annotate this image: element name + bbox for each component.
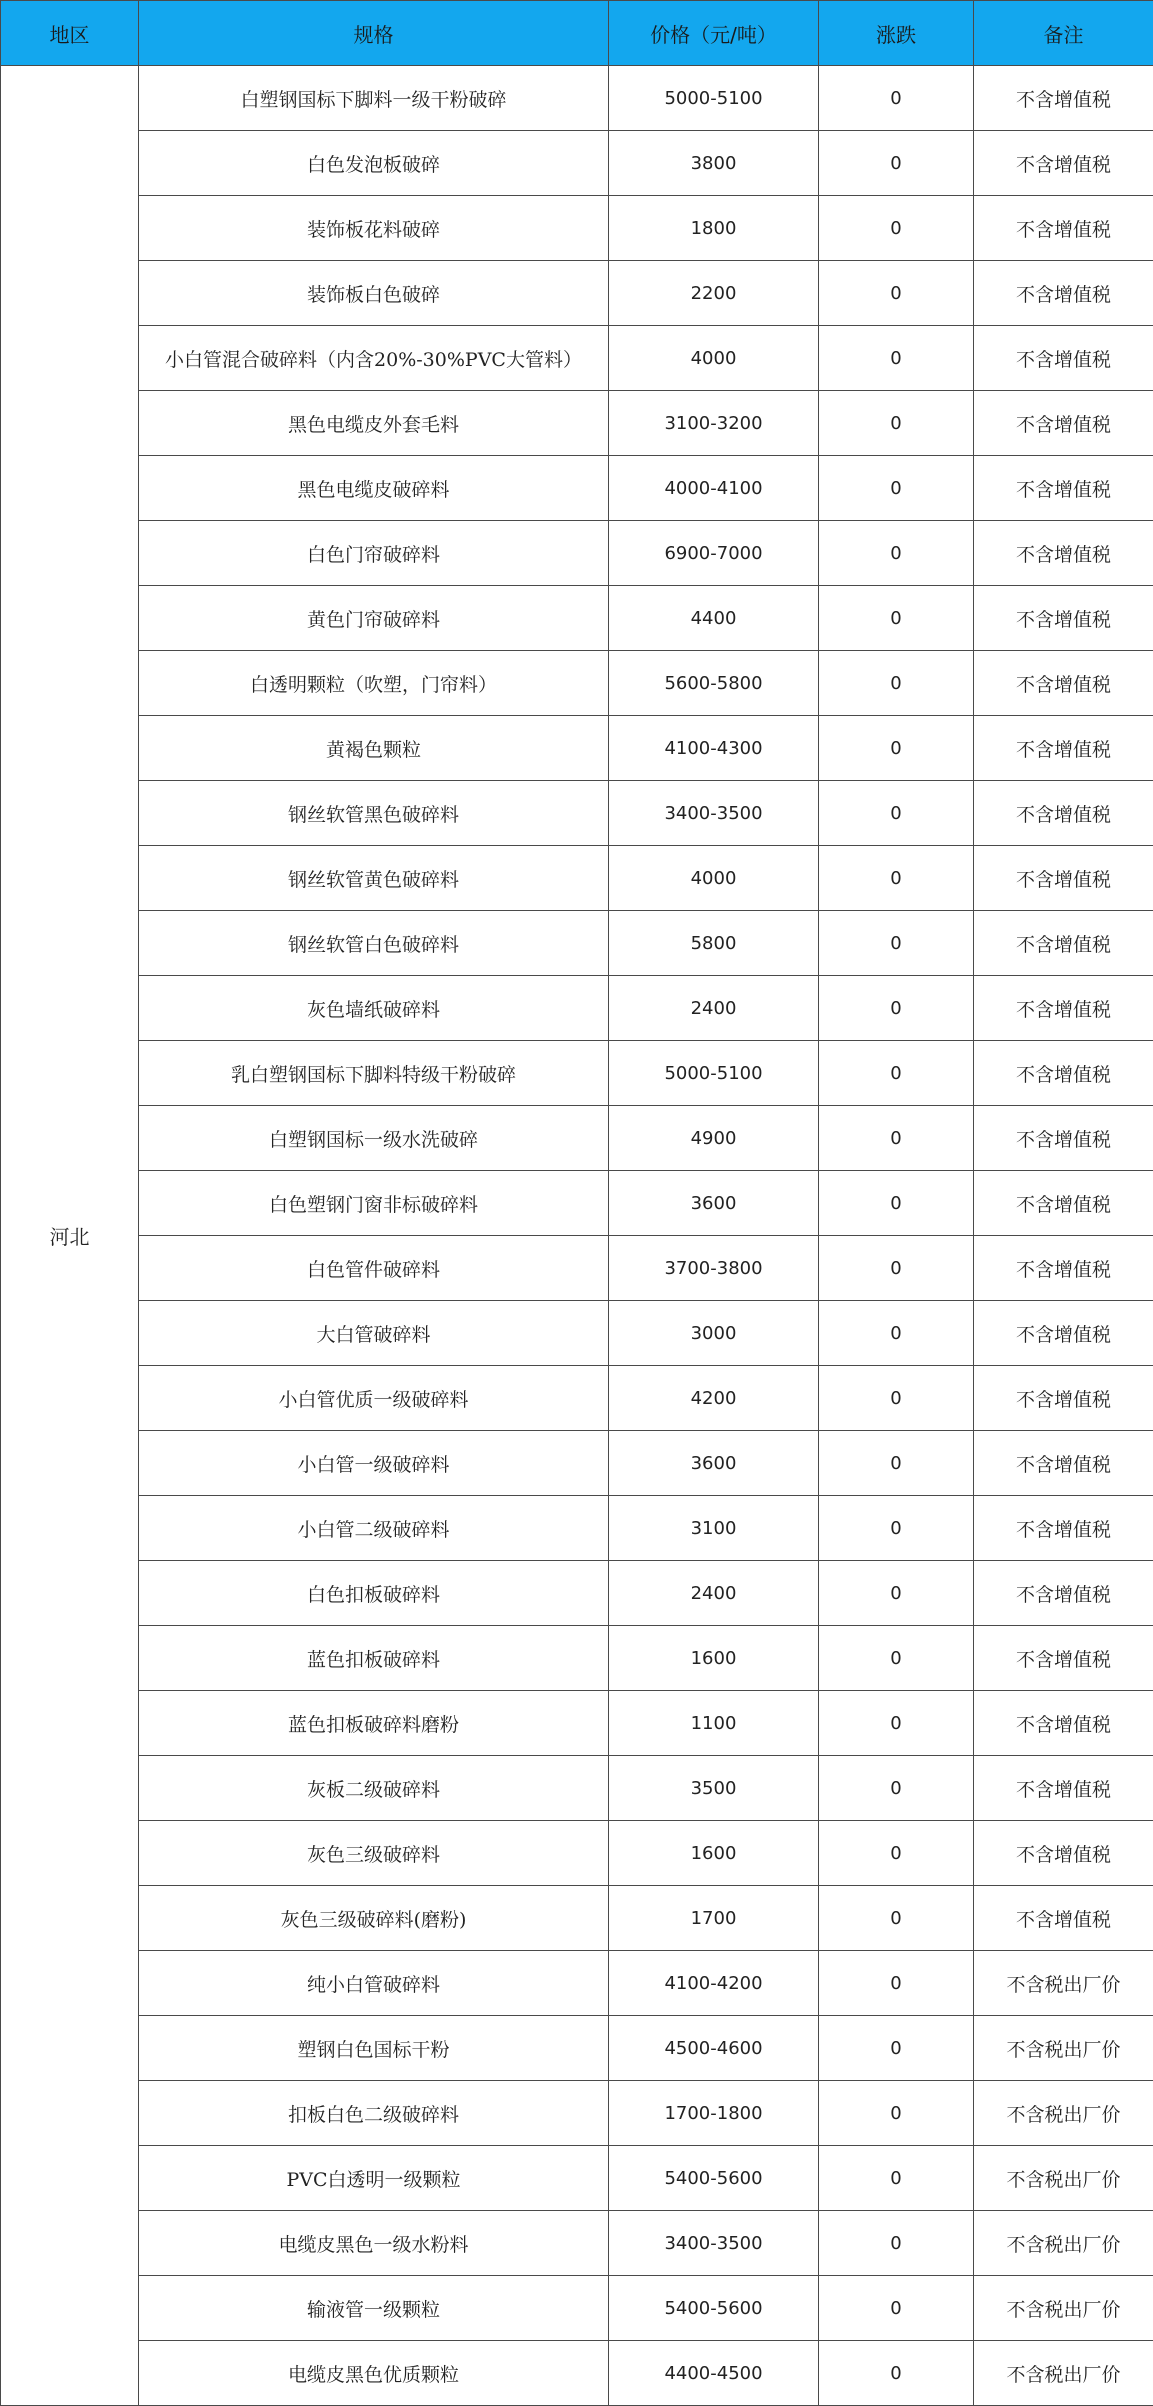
price-cell: 5400-5600 [609,2276,819,2341]
spec-cell: 白塑钢国标下脚料一级干粉破碎 [139,66,609,131]
spec-cell: 白色发泡板破碎 [139,131,609,196]
table-row [1,521,1153,586]
change-cell: 0 [819,2211,974,2276]
note-cell: 不含增值税 [974,456,1153,521]
table-row [1,1496,1153,1561]
table-row [1,1236,1153,1301]
table-row [1,1366,1153,1431]
change-cell: 0 [819,1236,974,1301]
note-cell: 不含税出厂价 [974,2016,1153,2081]
price-cell: 3600 [609,1431,819,1496]
price-cell: 3100 [609,1496,819,1561]
spec-cell: 白色管件破碎料 [139,1236,609,1301]
table-row [1,1951,1153,2016]
note-cell: 不含增值税 [974,66,1153,131]
spec-cell: 扣板白色二级破碎料 [139,2081,609,2146]
table-row [1,846,1153,911]
spec-cell: 大白管破碎料 [139,1301,609,1366]
note-cell: 不含增值税 [974,1236,1153,1301]
change-cell: 0 [819,1301,974,1366]
note-cell: 不含税出厂价 [974,2146,1153,2211]
change-cell: 0 [819,131,974,196]
spec-cell: 白色塑钢门窗非标破碎料 [139,1171,609,1236]
price-cell: 4200 [609,1366,819,1431]
price-cell: 4900 [609,1106,819,1171]
note-cell: 不含增值税 [974,1886,1153,1951]
note-cell: 不含增值税 [974,1431,1153,1496]
change-cell: 0 [819,781,974,846]
header-row [1,1,1153,66]
header-price: 价格（元/吨） [609,1,819,66]
table-row [1,1106,1153,1171]
spec-cell: 灰板二级破碎料 [139,1756,609,1821]
price-cell: 3000 [609,1301,819,1366]
note-cell: 不含增值税 [974,1496,1153,1561]
note-cell: 不含增值税 [974,131,1153,196]
table-row [1,1886,1153,1951]
spec-cell: 小白管一级破碎料 [139,1431,609,1496]
price-cell: 1700-1800 [609,2081,819,2146]
change-cell: 0 [819,2276,974,2341]
change-cell: 0 [819,391,974,456]
change-cell: 0 [819,586,974,651]
table-row [1,1821,1153,1886]
spec-cell: 输液管一级颗粒 [139,2276,609,2341]
table-row [1,2081,1153,2146]
spec-cell: 塑钢白色国标干粉 [139,2016,609,2081]
spec-cell: 白色扣板破碎料 [139,1561,609,1626]
change-cell: 0 [819,846,974,911]
header-note: 备注 [974,1,1153,66]
note-cell: 不含增值税 [974,1301,1153,1366]
change-cell: 0 [819,2146,974,2211]
spec-cell: 白塑钢国标一级水洗破碎 [139,1106,609,1171]
spec-cell: 蓝色扣板破碎料磨粉 [139,1691,609,1756]
change-cell: 0 [819,651,974,716]
table-row [1,1431,1153,1496]
price-cell: 2400 [609,976,819,1041]
change-cell: 0 [819,1626,974,1691]
spec-cell: 乳白塑钢国标下脚料特级干粉破碎 [139,1041,609,1106]
change-cell: 0 [819,326,974,391]
price-cell: 3600 [609,1171,819,1236]
spec-cell: 白透明颗粒（吹塑，门帘料） [139,651,609,716]
spec-cell: 钢丝软管白色破碎料 [139,911,609,976]
table-row [1,1691,1153,1756]
price-cell: 3700-3800 [609,1236,819,1301]
spec-cell: 装饰板白色破碎 [139,261,609,326]
note-cell: 不含税出厂价 [974,2211,1153,2276]
note-cell: 不含增值税 [974,976,1153,1041]
change-cell: 0 [819,716,974,781]
table-body [1,66,1153,2406]
note-cell: 不含增值税 [974,391,1153,456]
change-cell: 0 [819,2341,974,2406]
note-cell: 不含增值税 [974,521,1153,586]
spec-cell: 电缆皮黑色一级水粉料 [139,2211,609,2276]
price-cell: 1600 [609,1626,819,1691]
change-cell: 0 [819,1041,974,1106]
note-cell: 不含增值税 [974,1626,1153,1691]
note-cell: 不含税出厂价 [974,1951,1153,2016]
price-cell: 1700 [609,1886,819,1951]
price-cell: 4000 [609,326,819,391]
spec-cell: PVC白透明一级颗粒 [139,2146,609,2211]
change-cell: 0 [819,66,974,131]
table-row [1,2211,1153,2276]
change-cell: 0 [819,1886,974,1951]
change-cell: 0 [819,1366,974,1431]
spec-cell: 装饰板花料破碎 [139,196,609,261]
table-row [1,716,1153,781]
spec-cell: 小白管优质一级破碎料 [139,1366,609,1431]
note-cell: 不含增值税 [974,261,1153,326]
note-cell: 不含增值税 [974,1171,1153,1236]
change-cell: 0 [819,261,974,326]
spec-cell: 钢丝软管黄色破碎料 [139,846,609,911]
spec-cell: 钢丝软管黑色破碎料 [139,781,609,846]
price-cell: 3400-3500 [609,781,819,846]
price-cell: 4100-4200 [609,1951,819,2016]
note-cell: 不含增值税 [974,1756,1153,1821]
note-cell: 不含增值税 [974,1366,1153,1431]
spec-cell: 黄褐色颗粒 [139,716,609,781]
table-row [1,261,1153,326]
table-row [1,2276,1153,2341]
price-cell: 5400-5600 [609,2146,819,2211]
change-cell: 0 [819,521,974,586]
table-row [1,586,1153,651]
price-cell: 4100-4300 [609,716,819,781]
note-cell: 不含税出厂价 [974,2341,1153,2406]
price-cell: 2400 [609,1561,819,1626]
table-row [1,1171,1153,1236]
change-cell: 0 [819,911,974,976]
price-cell: 2200 [609,261,819,326]
spec-cell: 小白管二级破碎料 [139,1496,609,1561]
spec-cell: 灰色墙纸破碎料 [139,976,609,1041]
spec-cell: 白色门帘破碎料 [139,521,609,586]
price-cell: 3400-3500 [609,2211,819,2276]
change-cell: 0 [819,196,974,261]
price-cell: 1800 [609,196,819,261]
note-cell: 不含增值税 [974,846,1153,911]
price-cell: 4000 [609,846,819,911]
price-cell: 5000-5100 [609,1041,819,1106]
table-row [1,2341,1153,2406]
note-cell: 不含增值税 [974,1821,1153,1886]
price-cell: 3100-3200 [609,391,819,456]
price-cell: 3800 [609,131,819,196]
header-region: 地区 [1,1,139,66]
price-cell: 1600 [609,1821,819,1886]
table-row [1,1041,1153,1106]
table-row [1,2016,1153,2081]
change-cell: 0 [819,1821,974,1886]
note-cell: 不含增值税 [974,1561,1153,1626]
price-cell: 4400 [609,586,819,651]
table-row [1,781,1153,846]
header-change: 涨跌 [819,1,974,66]
note-cell: 不含税出厂价 [974,2081,1153,2146]
price-cell: 5000-5100 [609,66,819,131]
spec-cell: 纯小白管破碎料 [139,1951,609,2016]
change-cell: 0 [819,456,974,521]
note-cell: 不含增值税 [974,326,1153,391]
change-cell: 0 [819,1106,974,1171]
table-row [1,66,1153,131]
table-row [1,456,1153,521]
note-cell: 不含增值税 [974,1691,1153,1756]
change-cell: 0 [819,1756,974,1821]
note-cell: 不含增值税 [974,651,1153,716]
table-row [1,1626,1153,1691]
table-row [1,1756,1153,1821]
change-cell: 0 [819,1171,974,1236]
table-row [1,1301,1153,1366]
table-row [1,326,1153,391]
table-header [1,1,1153,66]
spec-cell: 黑色电缆皮破碎料 [139,456,609,521]
spec-cell: 蓝色扣板破碎料 [139,1626,609,1691]
price-cell: 5600-5800 [609,651,819,716]
spec-cell: 黄色门帘破碎料 [139,586,609,651]
change-cell: 0 [819,2081,974,2146]
table-row [1,2146,1153,2211]
table-row [1,976,1153,1041]
price-cell: 4400-4500 [609,2341,819,2406]
change-cell: 0 [819,1691,974,1756]
price-cell: 1100 [609,1691,819,1756]
table-row [1,1561,1153,1626]
change-cell: 0 [819,2016,974,2081]
note-cell: 不含增值税 [974,1106,1153,1171]
price-cell: 6900-7000 [609,521,819,586]
spec-cell: 灰色三级破碎料(磨粉) [139,1886,609,1951]
note-cell: 不含税出厂价 [974,2276,1153,2341]
note-cell: 不含增值税 [974,716,1153,781]
price-cell: 4500-4600 [609,2016,819,2081]
change-cell: 0 [819,1951,974,2016]
spec-cell: 黑色电缆皮外套毛料 [139,391,609,456]
table-row [1,196,1153,261]
spec-cell: 灰色三级破碎料 [139,1821,609,1886]
header-spec: 规格 [139,1,609,66]
price-cell: 3500 [609,1756,819,1821]
region-cell: 河北 [1,66,139,2406]
note-cell: 不含增值税 [974,911,1153,976]
note-cell: 不含增值税 [974,586,1153,651]
change-cell: 0 [819,1561,974,1626]
change-cell: 0 [819,976,974,1041]
table-row [1,131,1153,196]
change-cell: 0 [819,1496,974,1561]
note-cell: 不含增值税 [974,1041,1153,1106]
price-cell: 5800 [609,911,819,976]
table-row [1,391,1153,456]
spec-cell: 电缆皮黑色优质颗粒 [139,2341,609,2406]
note-cell: 不含增值税 [974,781,1153,846]
spec-cell: 小白管混合破碎料（内含20%-30%PVC大管料） [139,326,609,391]
note-cell: 不含增值税 [974,196,1153,261]
table-row [1,911,1153,976]
change-cell: 0 [819,1431,974,1496]
table-row [1,651,1153,716]
price-cell: 4000-4100 [609,456,819,521]
